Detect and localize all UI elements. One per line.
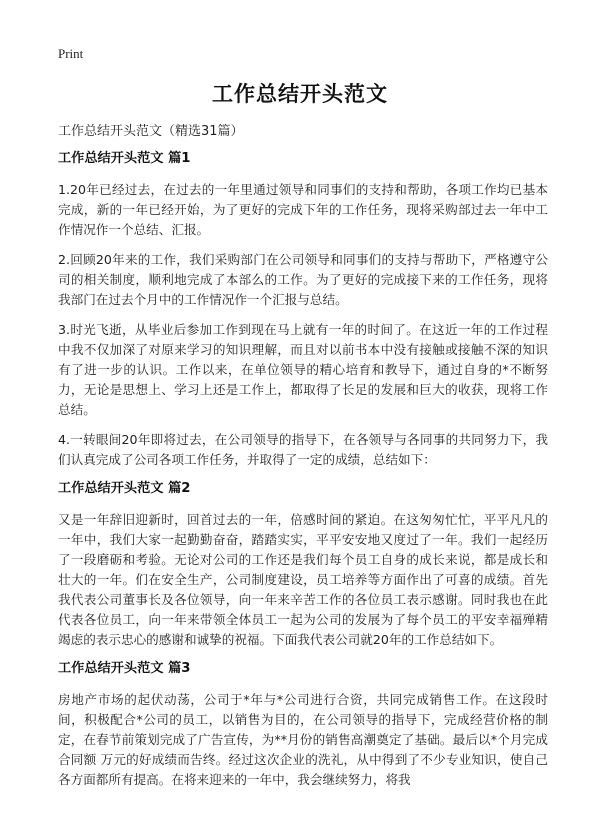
section-heading-1: 工作总结开头范文 篇1: [58, 151, 191, 166]
section-heading-2: 工作总结开头范文 篇2: [58, 481, 191, 496]
section-1-paragraph-2: 2.回顾20年来的工作，我们采购部门在公司领导和同事们的支持与帮助下，严格遵守公司的相关制度，顺利地完成了本部么的工作。为了更好的完成接下来的工作任务，现将我部门在过去个月中的工作情况作一个汇报与总结。: [58, 252, 548, 307]
section-3-paragraph-1: 房地产市场的起伏动荡，公司于*年与*公司进行合资，共同完成销售工作。在这段时间，积极配合*公司的员工，以销售为目的，在公司领导的指导下，完成经营价格的制定，在春节前策划完成了广告宣传，为**月份的销售高潮奠定了基础。最后以*个月完成合同额 万元的好成绩而告终。经过这次企业的洗礼，从中得到了不少专业知识，使自己各方面都所有提高。在将来迎来的一年中，我会继续努力，将我: [58, 692, 548, 787]
section-1-paragraph-3: 3.时光飞逝，从毕业后参加工作到现在马上就有一年的时间了。在这近一年的工作过程中我不仅加深了对原来学习的知识理解，而且对以前书本中没有接触或接触不深的知识有了进一步的认识。工作以来，在单位领导的精心培育和教导下，通过自身的*不断努力，无论是思想上、学习上还是工作上，都取得了长足的发展和巨大的收获，现将工作总结。: [58, 322, 548, 417]
print-label: Print: [58, 46, 84, 61]
document-body: [58, 150, 548, 799]
section-1-paragraph-1: 1.20年已经过去，在过去的一年里通过领导和同事们的支持和帮助，各项工作均已基本完成，新的一年已经开始，为了更好的完成下年的工作任务，现将采购部过去一年中工作情况作一个总结、汇报。: [58, 182, 548, 237]
section-heading-3: 工作总结开头范文 篇3: [58, 661, 191, 676]
section-1-paragraph-4: 4.一转眼间20年即将过去，在公司领导的指导下，在各领导与各同事的共同努力下，我们认真完成了公司各项工作任务，并取得了一定的成绩，总结如下：: [58, 432, 548, 467]
document-title: 工作总结开头范文: [212, 82, 388, 106]
section-2-paragraph-1: 又是一年辞旧迎新时，回首过去的一年，倍感时间的紧迫。在这匆匆忙忙，平平凡凡的一年中，我们大家一起勤勤奋奋，踏踏实实，平平安安地又度过了一年。我们一起经历了一段磨砺和考验。无论对公司的工作还是我们每个员工自身的成长来说，都是成长和壮大的一年。们在安全生产，公司制度建设，员工培养等方面作出了可喜的成绩。首先我代表公司董事长及各位领导，向一年来辛苦工作的各位员工表示感谢。同时我也在此代表各位员工，向一年来带领全体员工一起为公司的发展为了每个员工的平安幸福殚精竭虑的表示忠心的感谢和诚挚的祝福。下面我代表公司就20年的工作总结如下。: [58, 512, 548, 647]
document-subtitle: 工作总结开头范文（精选31篇）: [58, 124, 244, 139]
